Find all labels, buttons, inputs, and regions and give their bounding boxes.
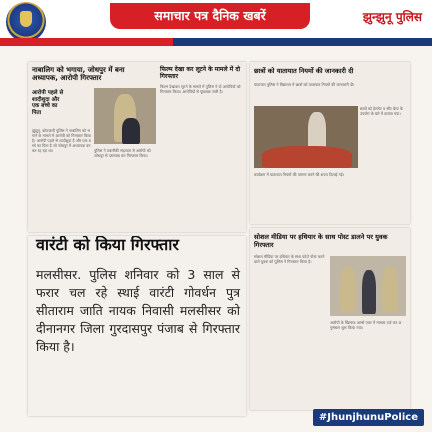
clip4-body-text-2: आरोपी के खिलाफ आर्म्स एक्ट में मामला दर्ज कर अनुसंधान शुरू किया गया। <box>330 320 402 330</box>
clip2-body-text: कार्यक्रम में यातायात नियमों की पालना करने की शपथ दिलाई गई। <box>254 172 345 177</box>
clip1-side-headline: फिल्म देखा कर लूटने के मामले में दो गिरफ्तार <box>160 66 241 80</box>
news-clip-warrantee-arrest <box>28 236 246 416</box>
header-stripe <box>0 38 432 46</box>
news-clip-social-media <box>250 228 410 410</box>
clip1-side-body: फिल्म देखाकर लूटने के मामले में पुलिस ने दो आरोपियों को गिरफ्तार किया। आरोपियों से पूछताछ जारी है। <box>160 84 241 94</box>
clip4-headline: सोशल मीडिया पर हथियार के साथ पोस्ट डालने पर युवक गिरफ्तार <box>254 233 388 249</box>
police-emblem-icon <box>6 2 46 42</box>
clip1-headline: नाबालिग को भगाया, जोधपुर में बना अध्यापक, आरोपी गिरफ्तार <box>32 66 125 82</box>
clip3-headline: वारंटी को किया गिरफ्तार <box>36 236 179 254</box>
clip2-lead-text: यातायात पुलिस ने विद्यालय में छात्रों को यातायात नियमों की जानकारी दी। <box>254 82 355 87</box>
department-name: झुन्झुनू पुलिस <box>362 10 422 24</box>
clip2-side-text: छात्रों को हेलमेट व सीट बेल्ट के उपयोग के बारे में बताया गया। <box>360 106 403 116</box>
clip1-body-text: झुंझुनू. कोतवाली पुलिस ने नाबालिग को भगाने के मामले में आरोपी को गिरफ्तार किया है। आरोपी पहले से शादीशुदा है और एक बच्चे का पिता है जो जोधपुर में अध्यापक बनकर रह रहा था। <box>32 128 91 153</box>
hashtag-label: #JhunjhunuPolice <box>313 409 424 426</box>
news-clip-traffic <box>250 62 410 224</box>
clip4-photo <box>330 256 406 316</box>
news-clip-kidnapping <box>28 62 246 232</box>
clip1-subhead: आरोपी पहले से शादीशुदा और एक बच्चे का पिता <box>32 90 64 116</box>
clip2-photo <box>254 106 358 168</box>
header-title: समाचार पत्र दैनिक खबरें <box>110 3 310 29</box>
clip4-body-text: सोशल मीडिया पर हथियार के साथ फोटो पोस्ट करने वाले युवक को पुलिस ने गिरफ्तार किया है। <box>254 254 325 264</box>
clip1-photo <box>94 88 156 144</box>
clip2-headline: छात्रों को यातायात नियमों की जानकारी दी <box>254 67 354 75</box>
clip1-body-text-2: पुलिस ने तकनीकी सहायता से आरोपी को जोधपुर से दस्तयाब कर गिरफ्तार किया। <box>94 148 151 158</box>
clip3-body: मलसीसर. पुलिस शनिवार को 3 साल से फरार चल रहे स्थाई वारंटी गोवर्धन पुत्र सीताराम जाति नायक निवासी मलसीसर को दीनानगर जिला गुरदासपुर पंजाब से गिरफ्तार किया है। <box>36 267 240 354</box>
